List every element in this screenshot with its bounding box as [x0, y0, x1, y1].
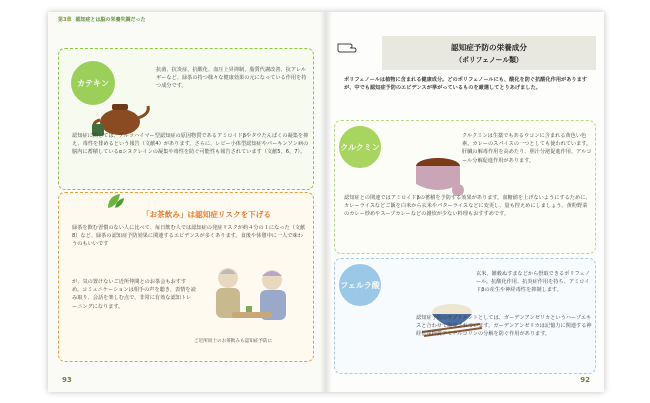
- chapter-label: 第3章: [58, 17, 72, 23]
- book-spread: [48, 12, 604, 392]
- page-number-right: 92: [580, 376, 590, 384]
- catechin-label: カテキン: [77, 78, 109, 88]
- curcumin-text-1: クルクミンは生薬でもあるウコンに含まれる黄色い色素。カレーのスパイスの一つとしても使われています。肝臓の解毒作用を高めたり、胆汁分泌促進作用、アルコール分解促進作用があります。: [462, 133, 592, 164]
- section-heading-line1: 認知症予防の栄養成分: [451, 43, 527, 52]
- section-heading-line2: （ポリフェノール類）: [455, 56, 523, 64]
- ferulic-text-2: 認知症予防のサプリメントとしては、ガーデンアンゼリカというハーブエキスと合わせて販売されています。ガーデンアンゼリカは記憶力に関連する神経伝達物質アセチルコリンの分解を防ぐ作用があります。: [416, 315, 592, 338]
- section-heading: [382, 36, 596, 70]
- running-head: [58, 16, 146, 23]
- ferulic-text-1: 玄米、雑穀ぬすまなどから摂取できるポリフェノール。抗酸化作用、抗炎症作用を持ち、アミロイドβの産生や神経毒性を抑制します。: [476, 271, 590, 294]
- pointing-hand-icon: [336, 40, 358, 54]
- left-page: [48, 12, 326, 392]
- ocha-caption: ご近所同士のお茶飲みも認知症予防に: [194, 339, 273, 344]
- chapter-title: 認知症とは脳の栄養失調だった: [75, 17, 146, 23]
- ferulic-label-circle: [338, 263, 382, 307]
- curcumin-text-2: 認知症との関連ではアミロイドβの蓄積を予防する効果があります。血糖値を上げないようにするために、カレーライスなどご飯を白米から玄米やパターライスなどに変更し、量も控えめにしましょう。黄粉野菜のカレー炒めやスープカレーなどの雑炊が少ない料理もおすすめです。: [344, 195, 591, 218]
- curry-pot-illustration: [412, 150, 466, 198]
- ocha-text-2: が、気の置けないご近所仲間とのお茶会もおすすめ。コミュニケーションは相手の声を聴き、表情を読み取り、会話を楽しむ点で、非常に有効な認知トレーニングになります。: [72, 279, 196, 310]
- polyphenol-intro: ポリフェノールは植物に含まれる健康成分。どのポリフェノールにも、酸化を防ぐ抗酸化作用がありますが、中でも認知症予防のエビデンスが挙がっているものを厳選してとりあげました。: [344, 77, 587, 92]
- ocha-text-1: 緑茶を飲む習慣のない人に比べて、毎日飲む人では認知症の発症リスクが約４分の１になった（文献8）など、緑茶の認知症予防効果に関連するエビデンスが多くあります。食後や休憩中に一人で味わうのもいいです: [72, 225, 306, 248]
- curcumin-label: クルクミン: [340, 142, 380, 152]
- page-number-left: 93: [62, 376, 72, 384]
- right-page: [326, 12, 604, 392]
- curcumin-label-circle: [338, 125, 382, 169]
- tea-leaf-icon: [104, 192, 126, 210]
- book-gutter: [320, 12, 332, 392]
- catechin-text-1: 抗菌、抗炎症、抗酸化、血圧上昇抑制、脂質代謝改善、抗アレルギーなど、緑茶の持つ様々な健康効果の元になっている作用を持つ成分です。: [156, 67, 307, 90]
- elderly-tea-illustration: [198, 262, 306, 332]
- catechin-text-2: 認知症に関しては、アルツハイマー型認知症の原因物質であるアミロイドβやタウたんぱくの凝集を抑え、毒性を排めるという報告（文献4）があります。さらに、レビー小体型認知症やパーキンソン病の脳内に蓄積しているαシヌクレインの凝集や毒性を防ぐ可能性も報告されています（文献5、6、7）。: [72, 133, 309, 156]
- ferulic-label: フェルラ酸: [340, 280, 380, 290]
- ocha-title: 「お茶飲み」は認知症リスクを下げる: [142, 210, 271, 219]
